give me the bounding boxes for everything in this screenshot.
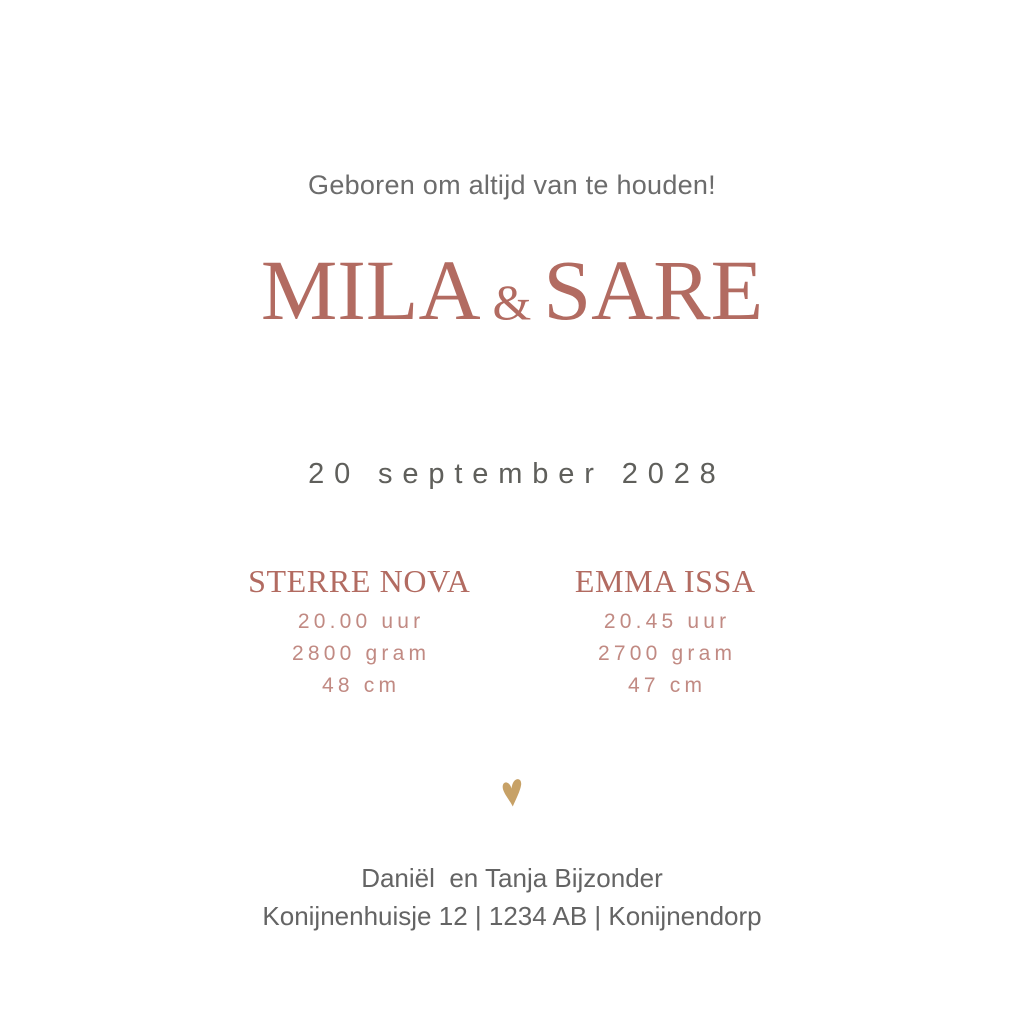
- heart-icon: [0, 778, 1024, 810]
- baby-length: 48 cm: [322, 674, 401, 697]
- baby-weight: 2700 gram: [597, 642, 737, 665]
- parents-names: Daniël en Tanja Bijzonder: [361, 863, 663, 893]
- address-line: Konijnenhuisje 12 | 1234 AB | Konijnendorp: [262, 901, 762, 931]
- title-name-left: MILA: [260, 242, 481, 338]
- page-title: [0, 242, 1024, 346]
- baby-name: STERRE NOVA: [248, 563, 471, 599]
- intro-line: Geboren om altijd van te houden!: [308, 170, 716, 200]
- birth-date: 20 september 2028: [308, 458, 726, 490]
- baby-name: EMMA ISSA: [574, 563, 756, 599]
- baby-birth-time: 20.45 uur: [603, 610, 731, 633]
- babies-columns: [0, 560, 1024, 702]
- baby-column-right: [512, 560, 818, 702]
- title-name-right: SARE: [543, 242, 764, 338]
- baby-length: 47 cm: [628, 674, 707, 697]
- title-ampersand: &: [492, 275, 532, 330]
- baby-weight: 2800 gram: [291, 642, 431, 665]
- baby-column-left: [206, 560, 512, 702]
- baby-birth-time: 20.00 uur: [297, 610, 425, 633]
